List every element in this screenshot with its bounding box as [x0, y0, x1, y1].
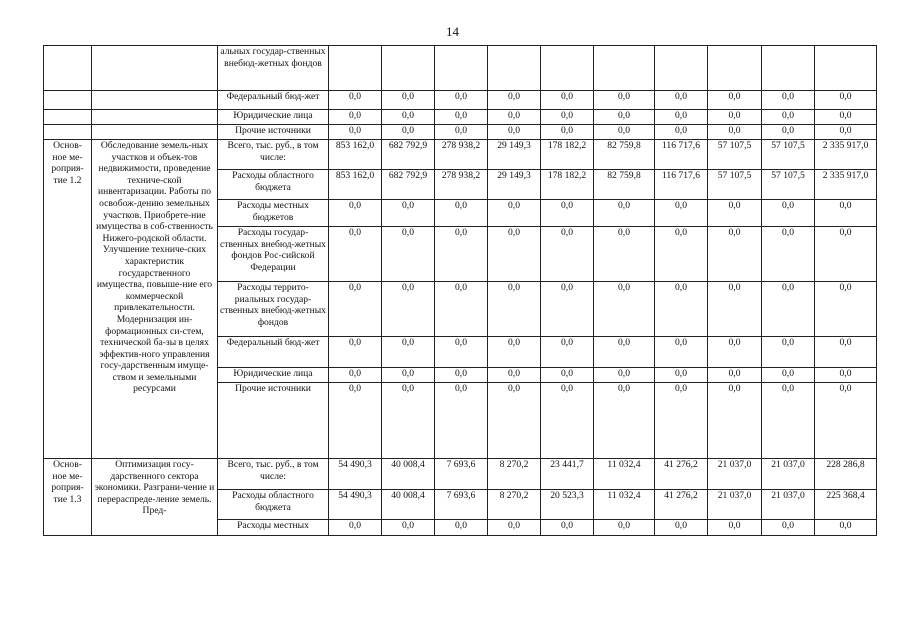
value-cell: 0,0 — [594, 91, 655, 110]
value-cell: 0,0 — [382, 520, 435, 536]
value-cell: 41 276,2 — [655, 490, 708, 520]
value-cell: 0,0 — [594, 282, 655, 337]
value-cell: 0,0 — [762, 125, 815, 140]
value-cell: 0,0 — [382, 368, 435, 383]
value-cell — [329, 46, 382, 91]
table-row — [44, 110, 877, 125]
value-cell — [655, 46, 708, 91]
value-cell: 57 107,5 — [708, 140, 762, 170]
value-cell: 0,0 — [541, 227, 594, 282]
value-cell: 0,0 — [488, 91, 541, 110]
value-cell: 0,0 — [329, 282, 382, 337]
value-cell: 0,0 — [541, 282, 594, 337]
value-cell: 0,0 — [488, 200, 541, 227]
value-cell: 0,0 — [329, 520, 382, 536]
value-cell: 0,0 — [382, 383, 435, 459]
value-cell: 0,0 — [708, 368, 762, 383]
value-cell: 0,0 — [655, 282, 708, 337]
value-cell: 0,0 — [655, 110, 708, 125]
value-cell: 0,0 — [708, 91, 762, 110]
value-cell: 0,0 — [708, 520, 762, 536]
value-cell: 225 368,4 — [815, 490, 877, 520]
value-cell: 0,0 — [329, 368, 382, 383]
value-cell — [815, 46, 877, 91]
value-cell: 8 270,2 — [488, 490, 541, 520]
value-cell: 0,0 — [655, 227, 708, 282]
description-cell — [92, 110, 218, 125]
value-cell: 853 162,0 — [329, 170, 382, 200]
value-cell: 228 286,8 — [815, 459, 877, 490]
table-body — [44, 46, 877, 536]
value-cell: 0,0 — [708, 110, 762, 125]
value-cell: 0,0 — [329, 337, 382, 368]
value-cell: 21 037,0 — [708, 490, 762, 520]
value-cell: 0,0 — [762, 368, 815, 383]
value-cell: 21 037,0 — [762, 490, 815, 520]
description-cell — [92, 91, 218, 110]
value-cell: 21 037,0 — [708, 459, 762, 490]
value-cell: 7 693,6 — [435, 490, 488, 520]
value-cell — [382, 46, 435, 91]
value-cell: 853 162,0 — [329, 140, 382, 170]
value-cell: 20 523,3 — [541, 490, 594, 520]
value-cell: 0,0 — [435, 520, 488, 536]
value-cell: 0,0 — [435, 227, 488, 282]
value-cell: 0,0 — [815, 337, 877, 368]
value-cell — [541, 46, 594, 91]
value-cell: 0,0 — [435, 368, 488, 383]
value-cell: 0,0 — [488, 383, 541, 459]
value-cell: 41 276,2 — [655, 459, 708, 490]
table-row — [44, 125, 877, 140]
funding-source-cell: Федеральный бюд-жет — [218, 91, 329, 110]
value-cell: 0,0 — [329, 227, 382, 282]
value-cell: 0,0 — [488, 125, 541, 140]
value-cell — [762, 46, 815, 91]
value-cell: 0,0 — [762, 337, 815, 368]
value-cell: 0,0 — [594, 383, 655, 459]
value-cell: 0,0 — [815, 91, 877, 110]
value-cell: 0,0 — [541, 200, 594, 227]
value-cell: 57 107,5 — [762, 170, 815, 200]
funding-source-cell: Прочие источники — [218, 383, 329, 459]
value-cell: 0,0 — [762, 383, 815, 459]
value-cell: 0,0 — [815, 368, 877, 383]
value-cell: 0,0 — [541, 125, 594, 140]
value-cell: 0,0 — [655, 520, 708, 536]
value-cell: 0,0 — [594, 200, 655, 227]
value-cell: 57 107,5 — [762, 140, 815, 170]
funding-source-cell: Расходы областного бюджета — [218, 490, 329, 520]
value-cell: 0,0 — [815, 227, 877, 282]
value-cell: 0,0 — [382, 200, 435, 227]
funding-source-cell: Федеральный бюд-жет — [218, 337, 329, 368]
value-cell: 0,0 — [815, 200, 877, 227]
value-cell: 0,0 — [382, 282, 435, 337]
value-cell: 0,0 — [594, 125, 655, 140]
value-cell: 57 107,5 — [708, 170, 762, 200]
value-cell: 0,0 — [435, 91, 488, 110]
funding-source-cell: Прочие источники — [218, 125, 329, 140]
value-cell: 0,0 — [435, 282, 488, 337]
value-cell — [594, 46, 655, 91]
funding-source-cell: альных государ-ственных внебюд-жетных фондов — [218, 46, 329, 91]
value-cell: 0,0 — [708, 227, 762, 282]
value-cell: 0,0 — [329, 200, 382, 227]
value-cell: 178 182,2 — [541, 140, 594, 170]
value-cell: 0,0 — [488, 282, 541, 337]
table-row — [44, 140, 877, 170]
funding-source-cell: Расходы областного бюджета — [218, 170, 329, 200]
value-cell: 23 441,7 — [541, 459, 594, 490]
value-cell: 0,0 — [382, 337, 435, 368]
funding-source-cell: Расходы местных — [218, 520, 329, 536]
measure-cell: Основ-ное ме-роприя-тие 1.3 — [44, 459, 92, 536]
funding-source-cell: Расходы государ-ственных внебюд-жетных фондов Рос-сийской Федерации — [218, 227, 329, 282]
value-cell: 0,0 — [382, 125, 435, 140]
value-cell: 0,0 — [329, 110, 382, 125]
value-cell: 0,0 — [762, 91, 815, 110]
value-cell: 0,0 — [435, 125, 488, 140]
value-cell: 0,0 — [488, 368, 541, 383]
measure-cell: Основ-ное ме-роприя-тие 1.2 — [44, 140, 92, 459]
value-cell: 278 938,2 — [435, 170, 488, 200]
value-cell — [708, 46, 762, 91]
funding-source-cell: Всего, тыс. руб., в том числе: — [218, 459, 329, 490]
value-cell: 0,0 — [541, 337, 594, 368]
funding-source-cell: Расходы местных бюджетов — [218, 200, 329, 227]
value-cell: 0,0 — [488, 227, 541, 282]
value-cell: 0,0 — [655, 200, 708, 227]
table-row — [44, 46, 877, 91]
value-cell: 0,0 — [435, 110, 488, 125]
description-cell — [92, 125, 218, 140]
value-cell: 0,0 — [708, 282, 762, 337]
value-cell: 0,0 — [655, 125, 708, 140]
value-cell: 0,0 — [708, 383, 762, 459]
measure-cell — [44, 46, 92, 91]
value-cell — [435, 46, 488, 91]
value-cell: 0,0 — [815, 383, 877, 459]
value-cell: 0,0 — [708, 125, 762, 140]
value-cell: 0,0 — [541, 368, 594, 383]
value-cell: 0,0 — [435, 383, 488, 459]
value-cell: 0,0 — [594, 227, 655, 282]
value-cell: 0,0 — [762, 282, 815, 337]
value-cell: 0,0 — [655, 91, 708, 110]
value-cell: 0,0 — [594, 337, 655, 368]
value-cell: 0,0 — [815, 282, 877, 337]
value-cell: 0,0 — [655, 337, 708, 368]
value-cell: 82 759,8 — [594, 170, 655, 200]
value-cell: 0,0 — [541, 110, 594, 125]
value-cell: 116 717,6 — [655, 170, 708, 200]
value-cell: 7 693,6 — [435, 459, 488, 490]
value-cell: 0,0 — [594, 110, 655, 125]
value-cell: 0,0 — [594, 368, 655, 383]
value-cell: 0,0 — [541, 520, 594, 536]
value-cell: 0,0 — [815, 110, 877, 125]
value-cell: 11 032,4 — [594, 459, 655, 490]
value-cell: 54 490,3 — [329, 459, 382, 490]
value-cell: 116 717,6 — [655, 140, 708, 170]
value-cell: 0,0 — [655, 368, 708, 383]
table-row — [44, 459, 877, 490]
value-cell: 0,0 — [329, 383, 382, 459]
value-cell: 29 149,3 — [488, 170, 541, 200]
value-cell: 0,0 — [815, 520, 877, 536]
value-cell: 2 335 917,0 — [815, 170, 877, 200]
funding-source-cell: Расходы террито-риальных государ-ственных внебюд-жетных фондов — [218, 282, 329, 337]
value-cell: 0,0 — [329, 125, 382, 140]
description-cell — [92, 46, 218, 91]
budget-table — [43, 45, 877, 536]
value-cell: 54 490,3 — [329, 490, 382, 520]
value-cell: 0,0 — [762, 520, 815, 536]
value-cell: 8 270,2 — [488, 459, 541, 490]
funding-source-cell: Юридические лица — [218, 110, 329, 125]
funding-source-cell: Юридические лица — [218, 368, 329, 383]
value-cell: 0,0 — [541, 91, 594, 110]
funding-source-cell: Всего, тыс. руб., в том числе: — [218, 140, 329, 170]
value-cell: 682 792,9 — [382, 170, 435, 200]
measure-cell — [44, 110, 92, 125]
value-cell: 0,0 — [762, 110, 815, 125]
value-cell: 0,0 — [708, 200, 762, 227]
value-cell: 682 792,9 — [382, 140, 435, 170]
value-cell: 0,0 — [329, 91, 382, 110]
value-cell: 0,0 — [708, 337, 762, 368]
value-cell: 0,0 — [488, 520, 541, 536]
value-cell: 0,0 — [594, 520, 655, 536]
value-cell — [488, 46, 541, 91]
measure-cell — [44, 91, 92, 110]
value-cell: 11 032,4 — [594, 490, 655, 520]
value-cell: 0,0 — [655, 383, 708, 459]
description-cell: Обследование земель-ных участков и объек-тов недвижимости, проведение техниче-ской инвентаризации. Работы по освобож-дению земельных участков. Приобрете-ние имущества в соб-ственность Нижего-родской области. Улучшение техниче-ских характеристик государственного имущества, повыше-ние его коммерческой привлекательности. Модернизация ин-формационных си-стем, технической ба-зы в целях эффектив-ного управления госу-дарственным имуще-ством и земельными ресурсами — [92, 140, 218, 459]
value-cell: 82 759,8 — [594, 140, 655, 170]
value-cell: 0,0 — [541, 383, 594, 459]
page-number: 14 — [446, 24, 459, 39]
value-cell: 29 149,3 — [488, 140, 541, 170]
value-cell: 0,0 — [435, 200, 488, 227]
table-row — [44, 91, 877, 110]
value-cell: 0,0 — [488, 337, 541, 368]
value-cell: 21 037,0 — [762, 459, 815, 490]
value-cell: 0,0 — [488, 110, 541, 125]
value-cell: 0,0 — [382, 91, 435, 110]
measure-cell — [44, 125, 92, 140]
description-cell: Оптимизация госу-дарственного сектора экономики. Разграни-чение и перераспреде-ление земель. Пред- — [92, 459, 218, 536]
value-cell: 2 335 917,0 — [815, 140, 877, 170]
value-cell: 0,0 — [762, 227, 815, 282]
value-cell: 0,0 — [815, 125, 877, 140]
value-cell: 40 008,4 — [382, 490, 435, 520]
value-cell: 40 008,4 — [382, 459, 435, 490]
value-cell: 0,0 — [382, 227, 435, 282]
value-cell: 278 938,2 — [435, 140, 488, 170]
value-cell: 0,0 — [762, 200, 815, 227]
value-cell: 0,0 — [382, 110, 435, 125]
value-cell: 0,0 — [435, 337, 488, 368]
value-cell: 178 182,2 — [541, 170, 594, 200]
